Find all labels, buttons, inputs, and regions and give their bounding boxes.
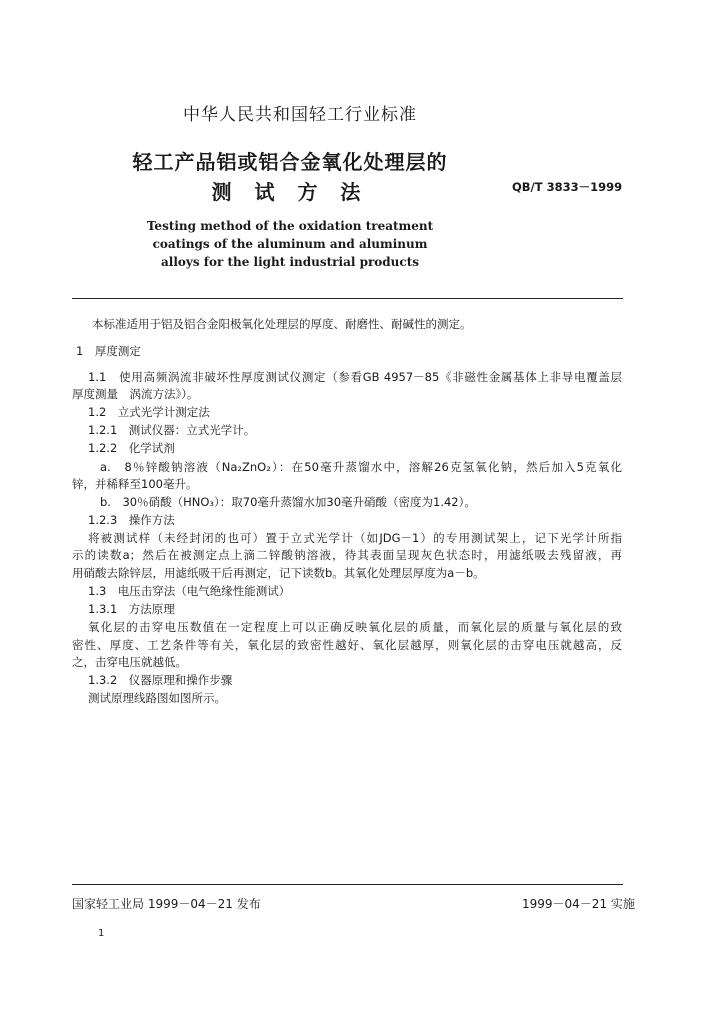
intro-paragraph: 本标准适用于铝及铝合金阳极氧化处理层的厚度、耐磨性、耐碱性的测定。 — [92, 317, 472, 331]
effective-date: 1999－04－21 实施 — [522, 897, 635, 911]
section-heading: 1 厚度测定 — [76, 344, 141, 358]
english-title-line-1: Testing method of the oxidation treatment — [146, 219, 434, 233]
standard-header: 中华人民共和国轻工行业标准 — [183, 105, 417, 125]
clause-heading: 1.3.1 方法原理 — [88, 602, 175, 616]
principle-line-3: 之，击穿电压就越低。 — [72, 655, 187, 669]
english-title-line-2: coatings of the aluminum and aluminum — [152, 237, 428, 251]
issue-date: 国家轻工业局 1999－04－21 发布 — [72, 897, 261, 911]
standard-code: QB/T 3833－1999 — [512, 180, 623, 194]
reagent-a-line-2: 锌，并稀释至100毫升。 — [72, 477, 198, 491]
clause-heading: 1.2.2 化学试剂 — [88, 441, 175, 455]
bottom-divider — [72, 884, 623, 885]
procedure-line-3: 用硝酸去除锌层，用滤纸吸干后再测定，记下读数b。其氧化处理层厚度为a－b。 — [72, 566, 485, 580]
reagent-b: b. 30％硝酸（HNO₃）：取70毫升蒸馏水加30毫升硝酸（密度为1.42）。 — [100, 495, 476, 509]
document-title-line-2: 测 试 方 法 — [211, 180, 369, 204]
clause-heading: 1.3.2 仪器原理和操作步骤 — [88, 673, 233, 687]
procedure-line-1: 将被测试样（未经封闭的也可）置于立式光学计（如JDG－1）的专用测试架上，记下光学计所指 — [88, 531, 622, 545]
top-divider — [72, 298, 623, 299]
document-title-line-1: 轻工产品铝或铝合金氧化处理层的 — [132, 150, 448, 174]
clause-heading: 1.2.3 操作方法 — [88, 513, 175, 527]
instrument-paragraph: 测试原理线路图如图所示。 — [88, 691, 226, 705]
clause-1-1-line-2: 厚度测量 涡流方法》）。 — [72, 387, 199, 401]
english-title-line-3: alloys for the light industrial products — [160, 255, 420, 269]
principle-line-2: 密性、厚度、工艺条件等有关，氧化层的致密性越好、氧化层越厚，则氧化层的击穿电压就越高，反 — [72, 638, 622, 652]
clause-1-1-line-1: 1.1 使用高频涡流非破坏性厚度测试仪测定（参看GB 4957－85《非磁性金属基体上非导电覆盖层 — [88, 370, 622, 384]
page-number: 1 — [98, 928, 105, 939]
clause-1-2-1: 1.2.1 测试仪器：立式光学计。 — [88, 423, 256, 437]
procedure-line-2: 示的读数a；然后在被测定点上滴二锌酸钠溶液，待其表面呈现灰色状态时，用滤纸吸去残留液，再 — [72, 548, 622, 562]
clause-heading: 1.3 电压击穿法（电气绝缘性能测试） — [88, 584, 291, 598]
clause-heading: 1.2 立式光学计测定法 — [88, 405, 210, 419]
principle-line-1: 氧化层的击穿电压数值在一定程度上可以正确反映氧化层的质量，而氧化层的质量与氧化层的致 — [88, 620, 622, 634]
reagent-a-line-1: a. 8％锌酸钠溶液（Na₂ZnO₂）：在50毫升蒸馏水中，溶解26克氢氧化钠，然后加入5克氧化 — [100, 460, 622, 474]
